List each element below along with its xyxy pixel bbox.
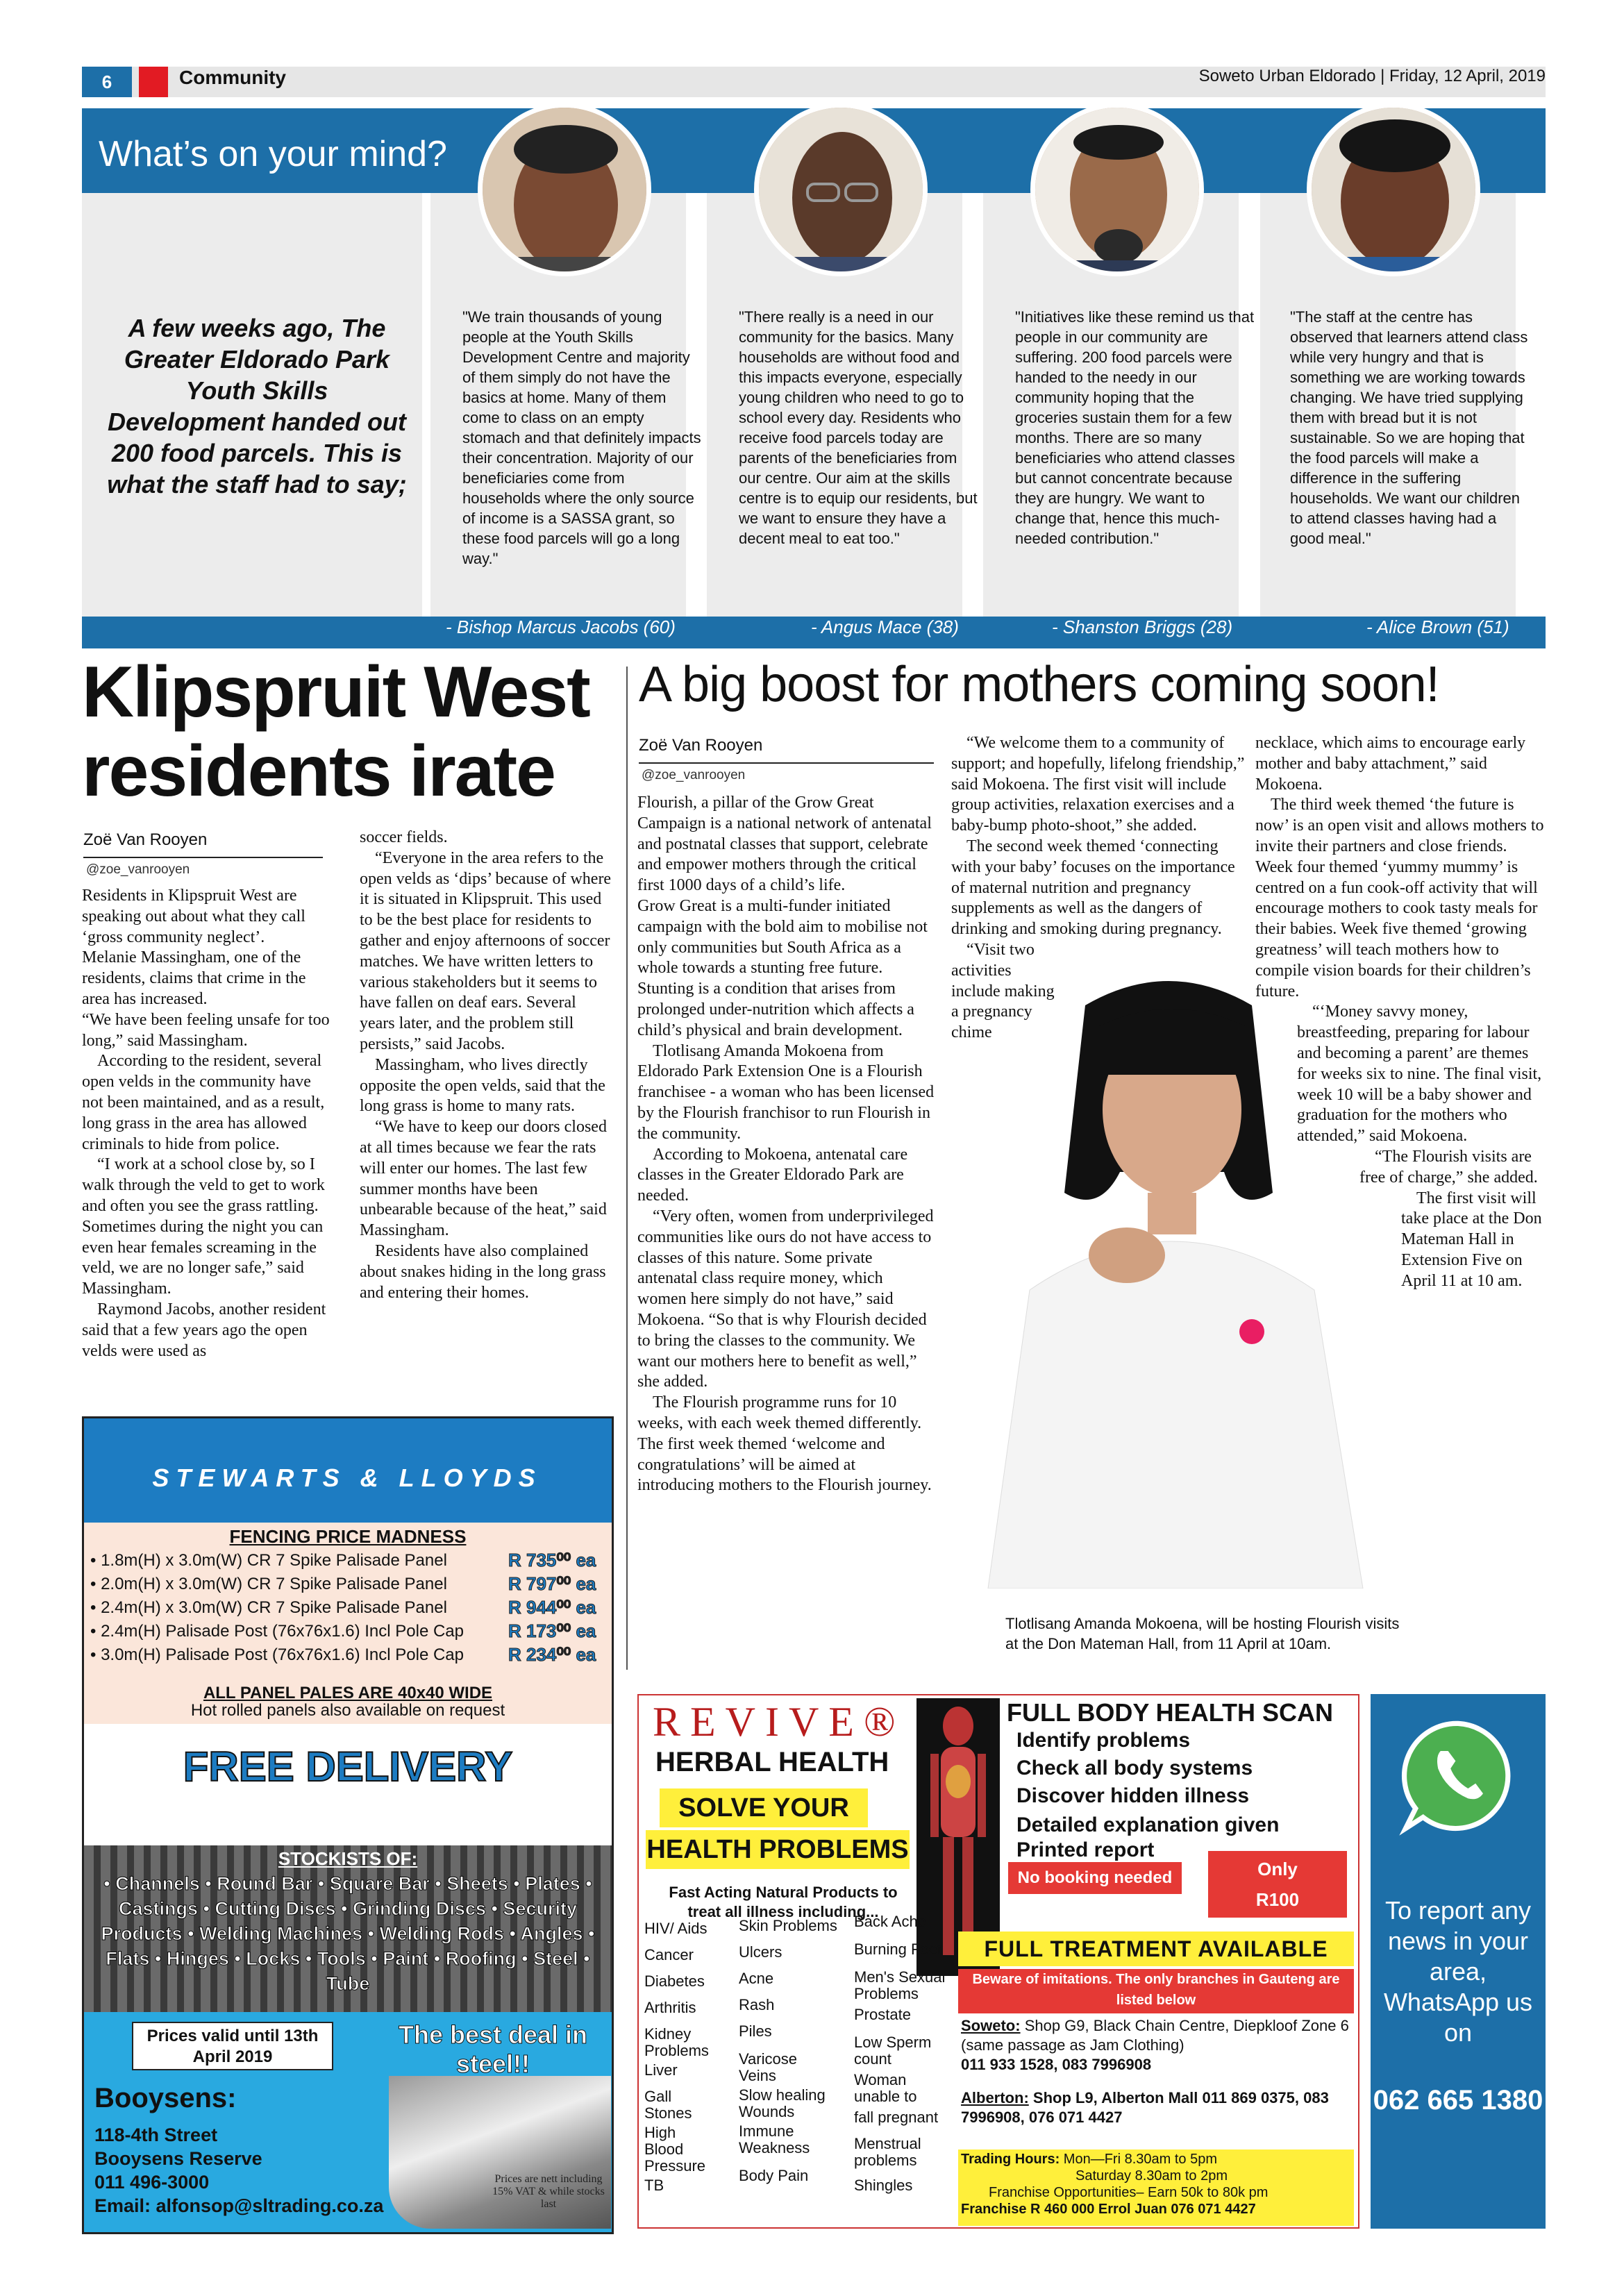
portrait-photo — [1030, 103, 1204, 276]
article-column-2 — [360, 828, 612, 1303]
paragraph: soccer fields. — [360, 828, 448, 846]
illness-item: Woman unable to — [854, 2071, 917, 2105]
paragraph: “I work at a school close by, so I walk through the veld to get to work and often you see the grass rattling. Sometimes during the night you can even hear females screaming in the veld, we are no longer safe,” said Massingham. — [82, 1155, 325, 1298]
illness-item: TB — [644, 2177, 664, 2194]
paragraph: “The Flourish visits are free of charge,” she added. — [1359, 1147, 1538, 1187]
illness-item: Rash — [739, 1996, 775, 2013]
paragraph: Melanie Massingham, one of the residents, claims that crime in the area has increased. — [82, 948, 306, 1008]
illness-item: Skin Problems — [739, 1917, 837, 1934]
section-title: Community — [179, 67, 286, 88]
illness-item: Men's Sexual Problems — [854, 1968, 946, 2002]
paragraph: “Visit two activities include making a pregnancy chime — [951, 940, 1055, 1042]
illness-item: Low Sperm count — [854, 2034, 932, 2068]
byline-rule — [83, 857, 323, 858]
speaker-name: - Alice Brown (51) — [1366, 617, 1509, 637]
scan-item: Printed report — [1016, 1838, 1155, 1861]
alberton-label: Alberton: — [961, 2089, 1029, 2106]
fence-price: R 944⁰⁰ ea — [508, 1597, 596, 1618]
paragraph: The first visit will take place at the Don Mateman Hall in Extension Five on April 11 at 10 am. — [1401, 1189, 1542, 1290]
illness-item: Burning Feet — [854, 1941, 941, 1958]
paragraph: The second week themed ‘connecting with your baby’ focuses on the importance of maternal nutrition and pregnancy supplements as well as the dangers of drinking and smoking during pregnancy. — [951, 837, 1235, 939]
soweto-address — [961, 2016, 1350, 2075]
panel-note: ALL PANEL PALES ARE 40x40 WIDE — [203, 1684, 493, 1702]
scan-item: Check all body systems — [1016, 1757, 1253, 1779]
fence-item: • 2.0m(H) x 3.0m(W) CR 7 Spike Palisade Panel — [90, 1575, 447, 1593]
hours-saturday: Saturday 8.30am to 2pm — [1075, 2168, 1228, 2184]
soweto-phone: 011 933 1528, 083 7996908 — [961, 2056, 1152, 2073]
illness-item: Kidney Problems — [644, 2025, 709, 2059]
page-number: 6 — [82, 67, 132, 97]
illness-item: Menstrual problems — [854, 2135, 921, 2169]
soweto-label: Soweto: — [961, 2017, 1021, 2034]
hours-weekday: Mon—Fri 8.30am to 5pm — [1063, 2152, 1217, 2167]
section-marker — [139, 67, 168, 97]
fence-item: • 1.8m(H) x 3.0m(W) CR 7 Spike Palisade Panel — [90, 1551, 447, 1570]
paragraph: necklace, which aims to encourage early mother and baby attachment,” said Mokoena. — [1255, 734, 1526, 794]
price-only: Only — [1257, 1859, 1298, 1879]
dateline: Soweto Urban Eldorado | Friday, 12 April, 2019 — [1198, 67, 1546, 85]
quote-text: "There really is a need in our community for the basics. Many households are without food and this impacts everyone, especially young children who need to go to school every day. Residents who receive food parcels today are parents of the beneficiaries from our centre. Our aim at the skills centre is to equip our residents, but we want to ensure they have a decent meal to eat too." — [739, 308, 978, 547]
fence-price: R 234⁰⁰ ea — [508, 1644, 596, 1665]
address-line: Booysens Reserve — [94, 2148, 262, 2169]
fence-price: R 797⁰⁰ ea — [508, 1573, 596, 1594]
quote-text: "We train thousands of young people at the Youth Skills Development Centre and majority of them simply do not have the basics at home. Many of them come to class on an empty stomach and that definitely impacts their concentration. Majority of our beneficiaries come from households where the only source of income is a SASSA grant, so these food parcels will go a long way." — [462, 308, 701, 567]
alberton-text: Shop L9, Alberton Mall 011 869 0375, 083 7996908, 076 071 4427 — [961, 2089, 1329, 2126]
scan-item: Identify problems — [1016, 1729, 1191, 1752]
paragraph: Flourish, a pillar of the Grow Great Campaign is a national network of antenatal and postnatal classes that support, celebrate and empower mothers through the critical first 1000 days of a child’s life. — [637, 794, 932, 895]
hours-label: Trading Hours: — [961, 2152, 1060, 2167]
scan-item: Detailed explanation given — [1016, 1813, 1280, 1836]
paragraph: According to the resident, several open velds in the community have not been maintained, and as a result, long grass in the area has allowed criminals to hide from police. — [82, 1052, 325, 1153]
fencing-title: FENCING PRICE MADNESS — [229, 1526, 467, 1547]
illness-item: Arthritis — [644, 1999, 696, 2016]
paragraph: “We have to keep our doors closed at all times because we fear the rats will enter our homes. The last few summer months have been unbearable because of the heat,” said Massingham. — [360, 1118, 607, 1240]
free-delivery: FREE DELIVERY — [183, 1743, 513, 1790]
hot-rolled-note: Hot rolled panels also available on request — [190, 1701, 505, 1720]
fence-price: R 735⁰⁰ ea — [508, 1550, 596, 1570]
soweto-text: Shop G9, Black Chain Centre, Diepkloof Zone 6 (same passage as Jam Clothing) — [961, 2017, 1349, 2054]
article-headline: A big boost for mothers coming soon! — [639, 657, 1439, 712]
portrait-photo — [1307, 103, 1480, 276]
alberton-address — [961, 2088, 1350, 2127]
full-treatment: FULL TREATMENT AVAILABLE — [958, 1932, 1354, 1966]
illness-item: Shingles — [854, 2177, 913, 2194]
illness-item: High Blood Pressure — [644, 2124, 706, 2175]
speaker-name: - Shanston Briggs (28) — [1052, 617, 1233, 637]
trading-hours — [961, 2151, 1268, 2218]
photo-caption: Tlotlisang Amanda Mokoena, will be hosting Flourish visits at the Don Mateman Hall, from 11 April at 10am. — [1005, 1615, 1400, 1652]
paragraph: Tlotlisang Amanda Mokoena from Eldorado Park Extension One is a Flourish franchisee - a woman who has been licensed by the Flourish franchisor to run Flourish in the community. — [637, 1041, 935, 1143]
franchise-line: Franchise Opportunities– Earn 50k to 80k pm — [989, 2185, 1269, 2200]
paragraph: The Flourish programme runs for 10 weeks, with each week themed differently. The first week themed ‘welcome and congratulations’ will be aimed at introducing mothers to the Flourish journey. — [637, 1393, 932, 1495]
scan-title: FULL BODY HEALTH SCAN — [1007, 1698, 1334, 1727]
revive-logo: REVIVE® — [653, 1699, 905, 1745]
illness-item: HIV/ Aids — [644, 1920, 708, 1937]
illness-item: Prostate — [854, 2006, 911, 2023]
paragraph: Grow Great is a multi-funder initiated campaign with the bold aim to mobilise not only communities but South Africa as a whole towards a stunting free future. — [637, 896, 928, 978]
paragraph: Residents have also complained about snakes hiding in the long grass and entering their homes. — [360, 1241, 606, 1302]
quote-text: "Initiatives like these remind us that people in our community are suffering. 200 food parcels were handed to the needy in our community hoping that the groceries sustain them for a few months. There are so many beneficiaries who attend classes but cannot concentrate because they are hungry. We want to change that, hence this much-needed contribution." — [1015, 308, 1255, 547]
illness-item: Ulcers — [739, 1943, 782, 1961]
paragraph: “‘Money savvy money, breastfeeding, preparing for labour and becoming a parent’ are themes for weeks six to nine. The final visit, week 10 will be a baby shower and graduation for the mothers who attended,” said Mokoena. — [1297, 1003, 1542, 1146]
illness-item: Acne — [739, 1970, 774, 1987]
fence-item: • 3.0m(H) Palisade Post (76x76x1.6) Incl Pole Cap — [90, 1645, 464, 1664]
whatsapp-number: 062 665 1380 — [1373, 2085, 1543, 2115]
illness-item: Body Pain — [739, 2167, 809, 2184]
fast-acting-text: Fast Acting Natural Products to treat all illness including... — [669, 1884, 898, 1920]
stockists-title: STOCKISTS OF: — [278, 1848, 418, 1869]
stewarts-logo: STEWARTS & LLOYDS — [152, 1464, 542, 1492]
illness-item: Back Ache — [854, 1913, 926, 1930]
illness-item: Immune Weakness — [739, 2122, 810, 2156]
paragraph: “Very often, women from underprivileged communities like ours do not have access to classes of this nature. Some private antenatal class require money, which women here simply do not have,” said Mokoena. “So that is why Flourish decided to bring the classes to the community. We want our mothers here to benefit as well,” she added. — [637, 1207, 934, 1391]
paragraph: “We have been feeling unsafe for too long,” said Massingham. — [82, 1010, 330, 1050]
article-column-1 — [637, 793, 935, 1496]
phone: 011 496-3000 — [94, 2172, 210, 2193]
herbal-health: HERBAL HEALTH — [655, 1747, 889, 1777]
twitter-handle: @zoe_vanrooyen — [642, 768, 746, 782]
paragraph: Raymond Jacobs, another resident said that a few years ago the open velds were used as — [82, 1300, 326, 1360]
solve-banner: SOLVE YOUR — [660, 1788, 868, 1827]
address-line: 118-4th Street — [94, 2125, 218, 2145]
woman-photo — [946, 964, 1398, 1589]
illness-item: fall pregnant — [854, 2109, 939, 2126]
vat-note: Prices are nett including 15% VAT & while stocks last — [492, 2173, 605, 2210]
speaker-name: - Bishop Marcus Jacobs (60) — [446, 617, 676, 637]
paragraph: “We welcome them to a community of support; and hopefully, lifelong friendship,” said Mokoena. The first visit will include group activities, relaxation exercises and a baby-bump photo-shoot,” she added. — [951, 734, 1245, 835]
paragraph: Massingham, who lives directly opposite the open velds, said that the long grass is home to many rats. — [360, 1055, 605, 1116]
best-deal: The best deal in steel!! — [398, 2020, 588, 2078]
branch-name: Booysens: — [94, 2083, 237, 2113]
article-headline: Klipspruit West residents irate — [82, 652, 589, 812]
illness-item: Piles — [739, 2022, 772, 2040]
article-column-1 — [82, 886, 335, 1361]
twitter-handle: @zoe_vanrooyen — [86, 862, 190, 877]
prices-valid: Prices valid until 13th April 2019 — [132, 2022, 333, 2070]
paragraph: According to Mokoena, antenatal care classes in the Greater Eldorado Park are needed. — [637, 1145, 908, 1205]
email: Email: alfonsop@sltrading.co.za — [94, 2195, 384, 2216]
byline: Zoë Van Rooyen — [83, 830, 208, 849]
speaker-name: - Angus Mace (38) — [811, 617, 959, 637]
illness-item: Varicose Veins — [739, 2050, 797, 2084]
illness-item: Diabetes — [644, 1972, 705, 1990]
scan-item: Discover hidden illness — [1016, 1784, 1250, 1807]
stockists-list: • Channels • Round Bar • Square Bar • Sheets • Plates • Castings • Cutting Discs • Grinding Discs • Security Products • Welding Machines • Welding Rods • Angles • Flats • Hinges • Locks • Tools • Paint • Roofing • Steel • Tube — [101, 1873, 595, 1994]
fence-price: R 173⁰⁰ ea — [508, 1620, 596, 1641]
portrait-photo — [754, 103, 928, 276]
price-value: R100 — [1255, 1889, 1300, 1910]
beware-notice: Beware of imitations. The only branches in Gauteng are listed below — [958, 1969, 1354, 2013]
whatsapp-icon — [1396, 1713, 1521, 1838]
column-divider — [626, 667, 628, 1670]
illness-item: Gall Stones — [644, 2088, 692, 2122]
solve-banner: HEALTH PROBLEMS — [646, 1830, 910, 1869]
quote-text: "The staff at the centre has observed that learners attend class while very hungry and that is something we are working towards changing. We have tried supplying them with bread but it is not sustainable. So we are hoping that the food parcels will make a difference in the suffering households. We want our children to attend classes having had a good meal." — [1290, 308, 1528, 547]
fence-item: • 2.4m(H) x 3.0m(W) CR 7 Spike Palisade Panel — [90, 1598, 447, 1617]
paragraph: The third week themed ‘the future is now’ is an open visit and allows mothers to invite their partners and close friends. Week four themed ‘yummy mummy’ is centred on a fun cook-off activity that will encourage mothers to cook tasty meals for their babies. Week five themed ‘growing greatness’ will teach mothers how to compile vision boards for their children’s future. — [1255, 796, 1544, 1000]
byline-rule — [639, 762, 934, 764]
byline: Zoë Van Rooyen — [639, 736, 763, 755]
branch-address — [94, 2123, 383, 2218]
franchise-price: Franchise R 460 000 Errol Juan 076 071 4427 — [961, 2202, 1256, 2217]
no-booking-badge: No booking needed — [1008, 1862, 1182, 1894]
paragraph: Stunting is a condition that arises from prolonged under-nutrition which affects a child’s physical and brain development. — [637, 980, 914, 1039]
mind-intro-text: A few weeks ago, The Greater Eldorado Park Youth Skills Development handed out 200 food parcels. This is what the staff had to say; — [107, 314, 407, 498]
mind-title: What’s on your mind? — [99, 134, 447, 174]
whatsapp-text: To report any news in your area, WhatsApp us on — [1383, 1896, 1533, 2047]
fence-item: • 2.4m(H) Palisade Post (76x76x1.6) Incl Pole Cap — [90, 1622, 464, 1641]
portrait-photo — [478, 103, 651, 276]
illness-item: Liver — [644, 2061, 678, 2079]
paragraph: Residents in Klipspruit West are speaking out about what they call ‘gross community neglect’. — [82, 887, 305, 946]
price-badge — [1208, 1851, 1347, 1918]
illness-item: Cancer — [644, 1946, 694, 1963]
illness-item: Slow healing Wounds — [739, 2086, 826, 2120]
paragraph: “Everyone in the area refers to the open velds as ‘dips’ because of where it is situated in Klipspruit. This used to be the best place for residents to gather and enjoy afternoons of soccer matches. We have written letters to various stakeholders but it seems to have fallen on deaf ears. Several years later, and the problem still persists,” said Jacobs. — [360, 848, 612, 1053]
